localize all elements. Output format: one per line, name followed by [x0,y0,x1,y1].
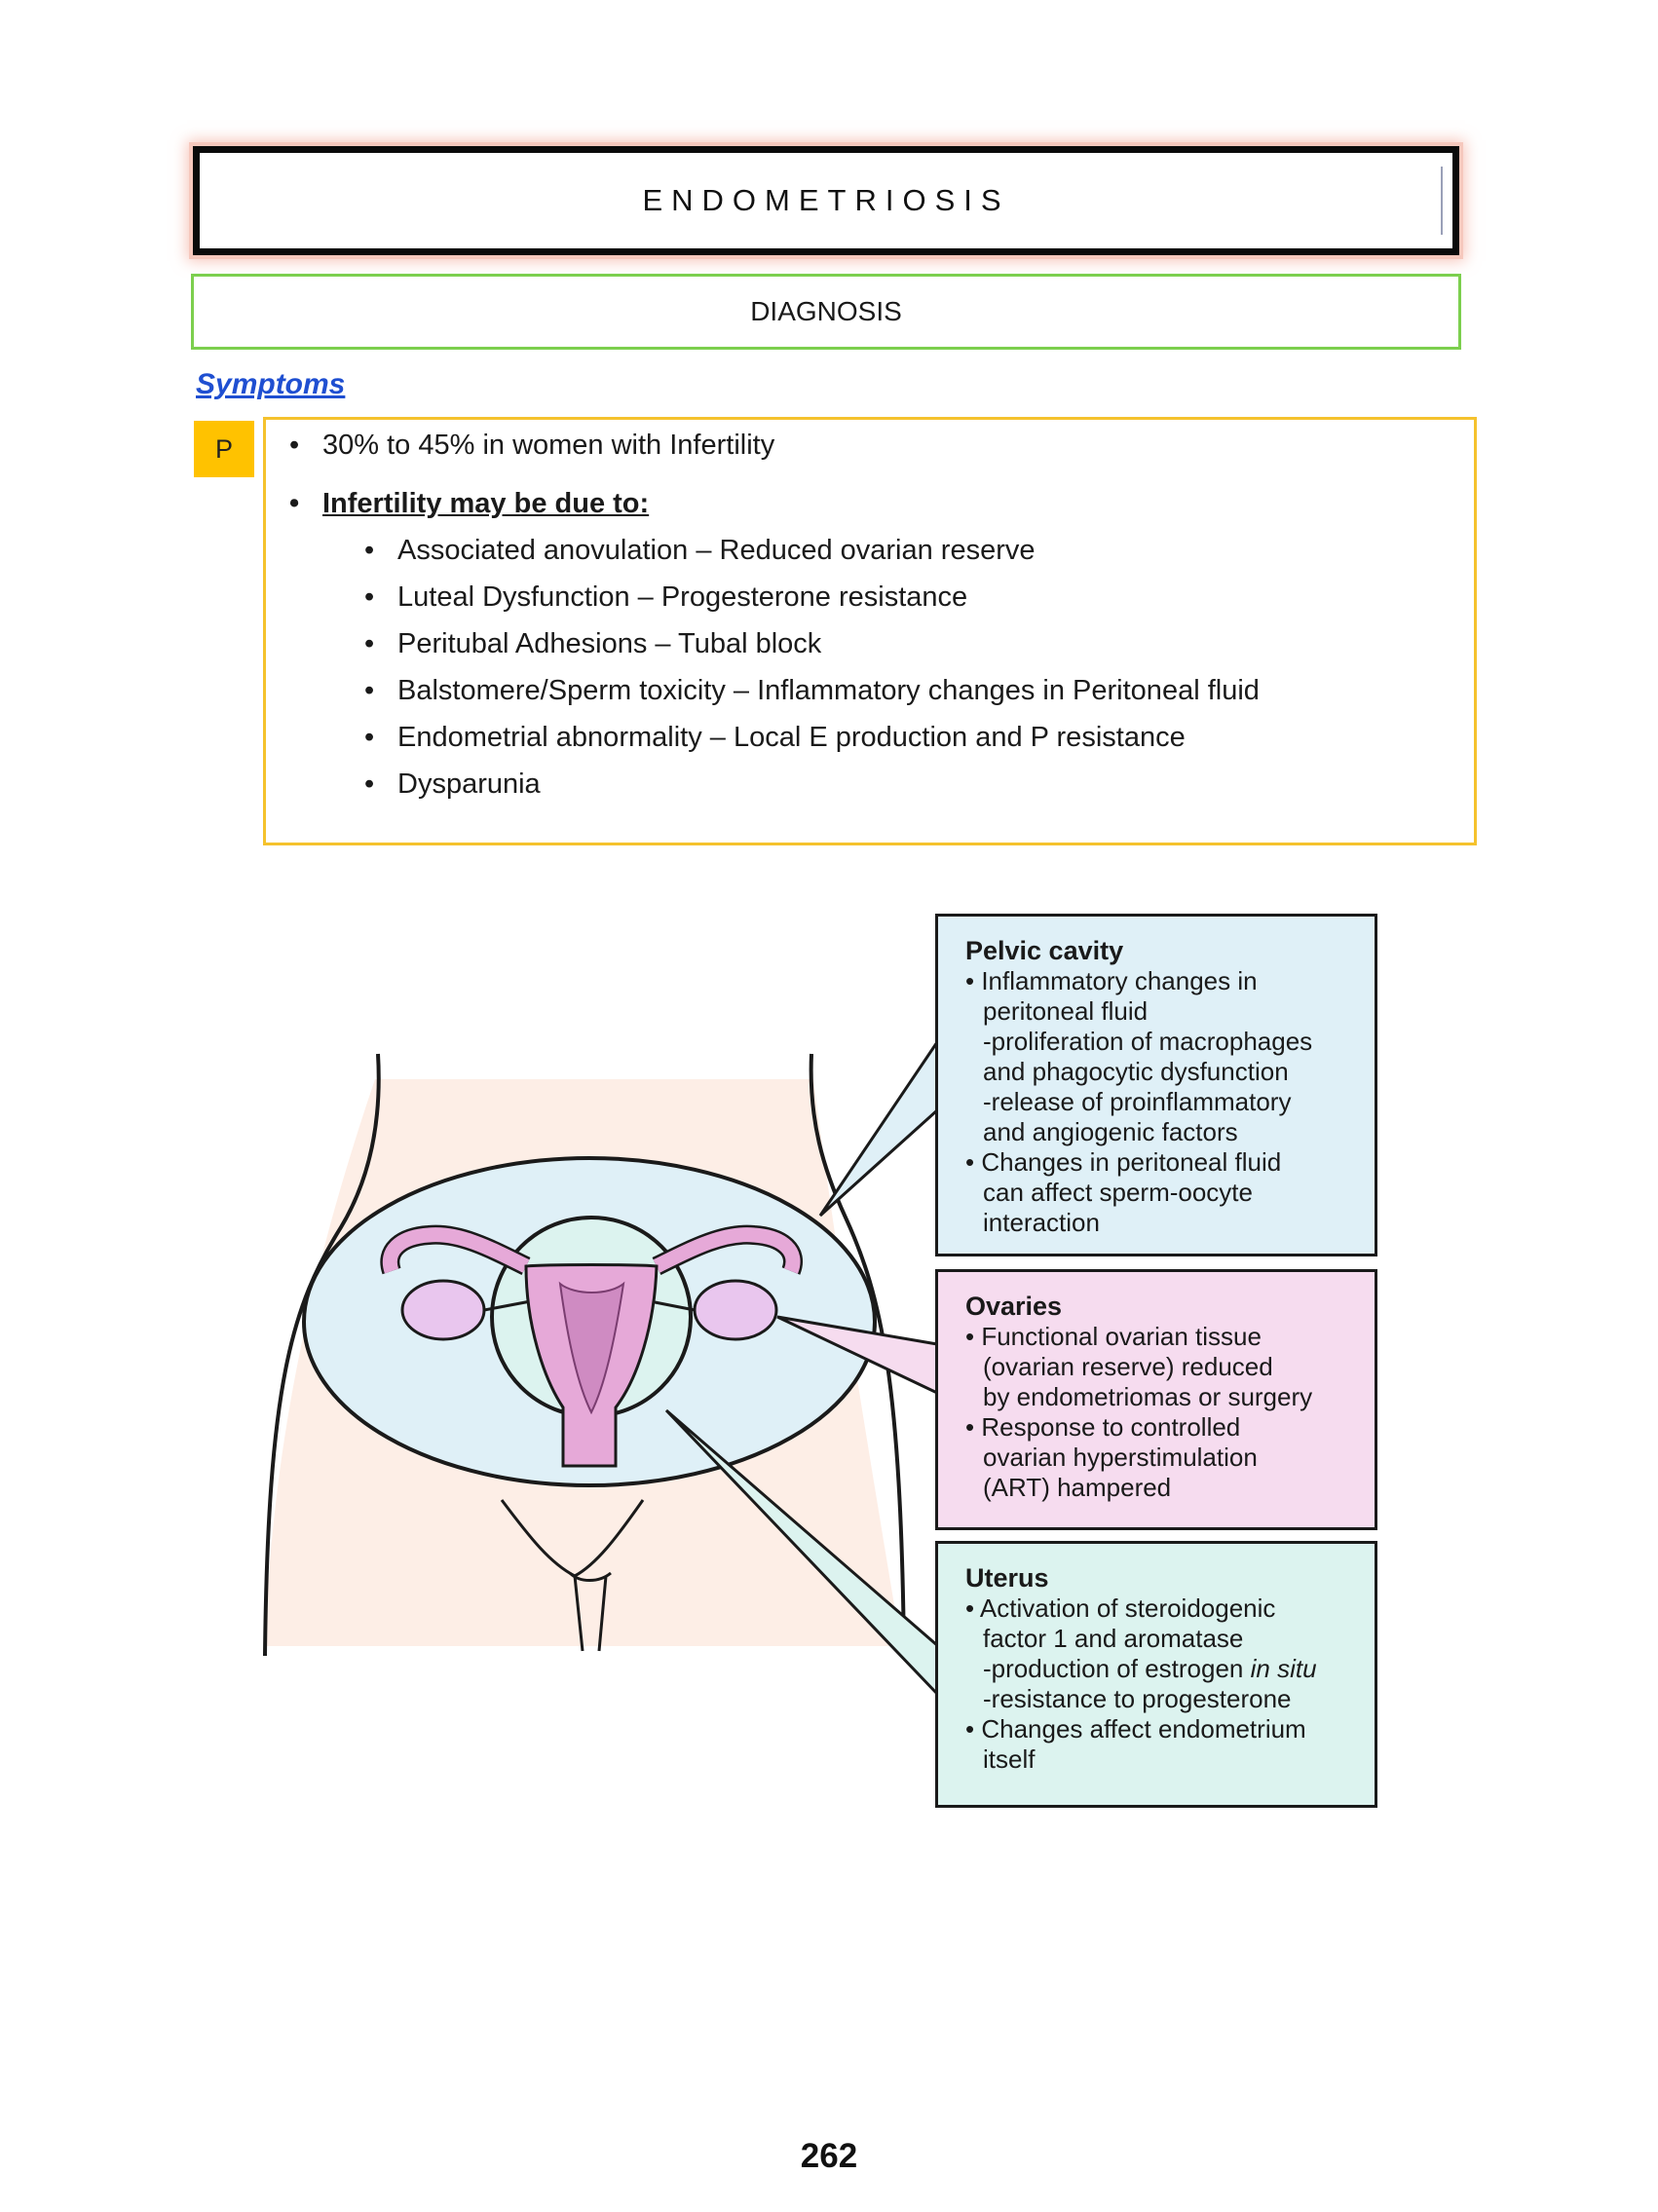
callout-title: Uterus [965,1563,1049,1593]
list-item: • Luteal Dysfunction – Progesterone resistance [364,581,968,613]
callout-line: -resistance to progesterone [983,1684,1292,1713]
callout-line: ovarian hyperstimulation [983,1443,1258,1472]
callout-line: by endometriomas or surgery [983,1382,1313,1411]
callout-line: -release of proinflammatory [983,1087,1292,1116]
callout-line: and angiogenic factors [983,1117,1238,1146]
callout-line: interaction [983,1208,1100,1237]
callout-bullet: • Changes in peritoneal fluid [965,1147,1282,1177]
page-number: 262 [800,2137,858,2175]
list-item: • Endometrial abnormality – Local E production and P resistance [364,722,1186,753]
ovaries-callout [935,1269,1377,1530]
bullet-icon: • [364,535,375,566]
callout-bullet: • Changes affect endometrium [965,1714,1306,1743]
uterus-callout [935,1541,1377,1808]
section-label: DIAGNOSIS [750,296,902,326]
ovary-right [695,1281,776,1339]
list-item: • Dysparunia [364,769,541,800]
pelvic-pointer [820,1042,937,1216]
callout-bullet: • Response to controlled [965,1412,1241,1442]
callout-bullet: • Inflammatory changes in [965,966,1258,995]
ovary-left [402,1281,484,1339]
list-item: • Infertility may be due to: [289,488,650,519]
bullet-icon: • [289,430,300,461]
callout-line: itself [983,1744,1036,1774]
bullet-icon: • [364,628,375,659]
callout-bullet: • Activation of steroidogenic [965,1593,1276,1623]
page-title: ENDOMETRIOSIS [642,183,1010,217]
list-item: • Balstomere/Sperm toxicity – Inflammatory changes in Peritoneal fluid [364,675,1260,706]
callout-line: -production of estrogen in situ [983,1654,1317,1683]
callout-title: Ovaries [965,1292,1063,1321]
callout-line: factor 1 and aromatase [983,1624,1244,1653]
bullet-icon: • [364,722,375,753]
callout-line: (ovarian reserve) reduced [983,1352,1273,1381]
p-badge: P [194,421,254,477]
callout-line: (ART) hampered [983,1473,1172,1502]
callout-line: can affect sperm-oocyte [983,1178,1253,1207]
callout-title: Pelvic cavity [965,936,1124,965]
bullet-icon: • [289,488,300,519]
bullet-icon: • [364,675,375,706]
list-item: • 30% to 45% in women with Infertility [289,430,775,461]
pelvic-cavity-callout [935,914,1377,1256]
callout-line: and phagocytic dysfunction [983,1057,1289,1086]
callout-line: -proliferation of macrophages [983,1027,1313,1056]
list-item: • Associated anovulation – Reduced ovarian reserve [364,535,1036,566]
callout-bullet: • Functional ovarian tissue [965,1322,1262,1351]
bullet-icon: • [364,769,375,800]
list-item: • Peritubal Adhesions – Tubal block [364,628,822,659]
bullet-icon: • [364,581,375,613]
symptoms-heading: Symptoms [196,368,346,400]
callout-line: peritoneal fluid [983,996,1149,1026]
